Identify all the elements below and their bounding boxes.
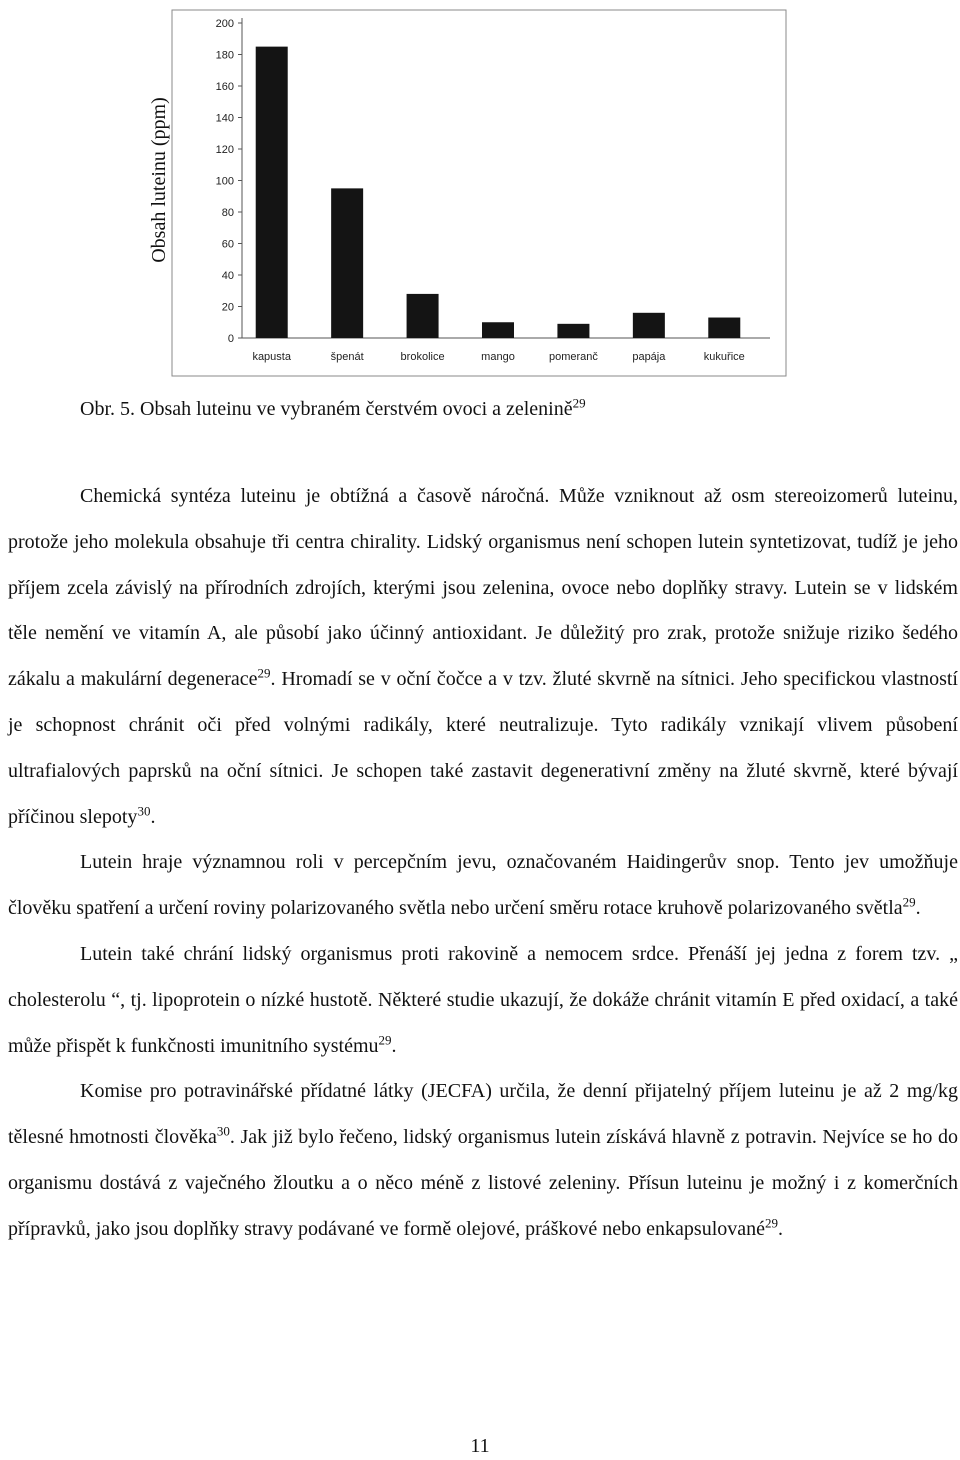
y-axis-label: Obsah luteinu (ppm) [148, 97, 170, 263]
paragraph-4-ref-a: 30 [216, 1123, 230, 1139]
bar-6 [708, 318, 740, 338]
paragraph-2 [8, 840, 958, 932]
paragraph-1-text-b: . Hromadí se v oční čočce a v tzv. žluté skvrně na sítnici. Jeho specifickou vlastností je schopnost chránit oči před volnými radikály, které neutralizuje. Tyto radikály vznikají vlivem působení ultrafialových paprsků na oční sítnici. Je schopen také zastavit degenerativní změny na žluté skvrně, které bývají příčinou slepoty [8, 668, 958, 828]
lutein-bar-chart [150, 8, 790, 380]
page-number: 11 [470, 1435, 490, 1457]
y-tick-label: 120 [215, 144, 234, 156]
y-tick-label: 80 [221, 207, 234, 219]
paragraph-4-text-b: . Jak již bylo řečeno, lidský organismus lutein získává hlavně z potravin. Nejvíce se ho do organismu dostává z vaječného žloutku a o něco méně z listové zeleniny. Přísun luteinu je možný i z komerčních přípravků, jako jsou doplňky stravy podávané ve formě olejové, práškové nebo enkapsulované [8, 1126, 959, 1240]
paragraph-4-ref-b: 29 [765, 1215, 779, 1231]
x-tick-label: brokolice [400, 351, 445, 363]
bar-5 [633, 313, 665, 338]
x-tick-label: papája [632, 351, 666, 363]
caption-text: Obr. 5. Obsah luteinu ve vybraném čerstvém ovoci a zelenině [80, 398, 573, 420]
paragraph-2-ref-a: 29 [902, 894, 916, 910]
paragraph-1-ref-a: 29 [257, 665, 271, 681]
y-tick-label: 140 [215, 112, 234, 125]
paragraph-4-text-a: Komise pro potravinářské přídatné látky (JECFA) určila, že denní přijatelný příjem luteinu je až 2 mg/kg tělesné hmotnosti člověka [8, 1080, 958, 1149]
y-tick-label: 180 [215, 49, 234, 62]
y-tick-label: 200 [215, 18, 234, 30]
bar-4 [557, 324, 589, 338]
y-tick-label: 160 [215, 81, 234, 93]
y-tick-label: 20 [221, 301, 234, 314]
paragraph-1-ref-b: 30 [137, 802, 151, 818]
x-tick-label: mango [481, 351, 515, 363]
x-tick-label: špenát [330, 351, 364, 363]
x-tick-label: kapusta [252, 351, 291, 363]
x-tick-label: pomeranč [548, 351, 598, 363]
bar-2 [407, 294, 439, 338]
y-tick-label: 0 [227, 333, 234, 345]
chart-svg [150, 8, 790, 380]
y-tick-label: 40 [221, 270, 234, 282]
paragraph-4 [8, 1069, 958, 1252]
paragraph-1-text-c: . [150, 805, 156, 828]
paragraph-2-text-b: . [915, 897, 921, 920]
body-text [8, 474, 958, 1253]
paragraph-1 [8, 474, 958, 840]
paragraph-3-text-b: . [391, 1034, 397, 1057]
y-tick-label: 100 [215, 175, 234, 188]
paragraph-3 [8, 932, 958, 1069]
paragraph-3-ref-a: 29 [378, 1031, 392, 1047]
x-tick-label: kukuřice [703, 351, 745, 363]
bar-1 [331, 188, 363, 338]
bar-0 [256, 47, 288, 338]
figure-caption [80, 395, 586, 421]
paragraph-3-text-a: Lutein také chrání lidský organismus proti rakovině a nemocem srdce. Přenáší jej jedna z forem tzv. „ cholesterolu “, tj. lipoprotein o nízké hustotě. Některé studie ukazují, že dokáže chránit vitamín E před oxidací, a také může přispět k funkčnosti imunitního systému [8, 942, 958, 1057]
y-tick-label: 60 [221, 238, 234, 251]
paragraph-2-text-a: Lutein hraje významnou roli v percepčním jevu, označovaném Haidingerův snop. Tento jev umožňuje člověku spatření a určení roviny polarizovaného světla nebo určení směru rotace kruhově polarizovaného světla [8, 851, 958, 920]
bar-3 [482, 322, 514, 338]
caption-ref: 29 [572, 395, 586, 411]
paragraph-1-text-a: Chemická syntéza luteinu je obtížná a časově náročná. Může vzniknout až osm stereoizomerů luteinu, protože jeho molekula obsahuje tři centra chirality. Lidský organismus není schopen lutein syntetizovat, tudíž je jeho příjem zcela závislý na přírodních zdrojích, kterými jsou zelenina, ovoce nebo doplňky stravy. Lutein se v lidském těle nemění ve vitamín A, ale působí jako účinný antioxidant. Je důležitý pro zrak, protože snižuje riziko šedého zákalu a makulární degenerace [8, 485, 958, 691]
paragraph-4-text-c: . [778, 1217, 784, 1240]
